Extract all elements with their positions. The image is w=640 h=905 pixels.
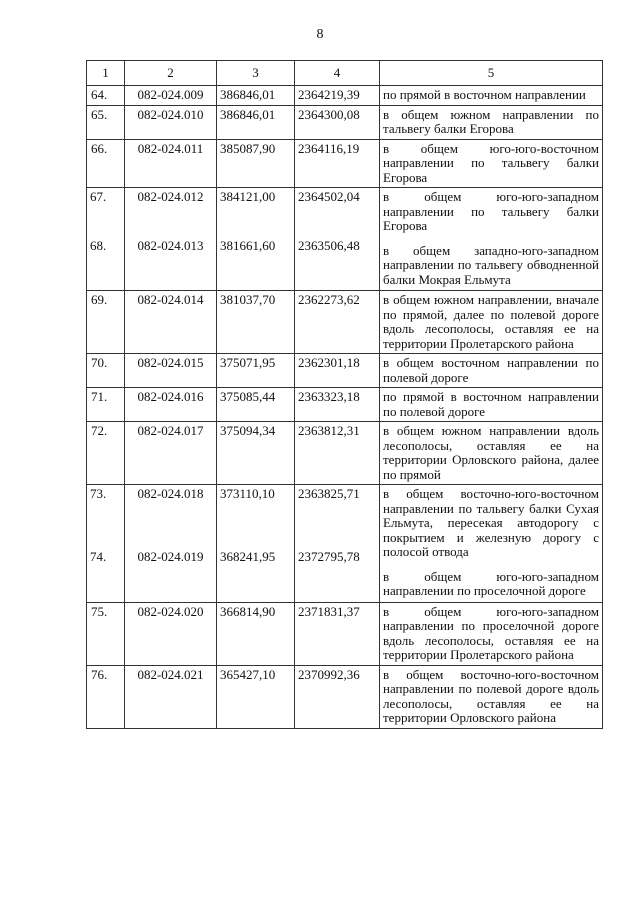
point-number: 68. <box>90 237 107 253</box>
point-number-cell <box>87 188 125 291</box>
coordinate-y: 2363506,48 <box>298 237 360 253</box>
coordinate-x: 386846,01 <box>217 86 295 106</box>
coordinate-y: 2363812,31 <box>295 422 380 485</box>
coordinate-x-cell <box>217 188 295 291</box>
boundary-description: в общем восточном направлении по полевой дороге <box>380 354 603 388</box>
point-number: 76. <box>87 665 125 728</box>
point-number-cell <box>87 485 125 603</box>
boundary-description-cell <box>380 188 603 291</box>
point-number: 71. <box>87 388 125 422</box>
boundary-description: в общем южном направлении по тальвегу балки Егорова <box>380 105 603 139</box>
boundary-description: в общем юго-юго-западном направлении по тальвегу балки Егорова <box>383 189 599 233</box>
point-number: 74. <box>90 548 107 564</box>
table-row <box>87 602 603 665</box>
table-row <box>87 86 603 106</box>
point-number: 73. <box>90 486 107 501</box>
boundary-description: в общем восточно-юго-восточном направлении по тальвегу балки Сухая Ельмута, пересекая автодорогу с покрытием и железную дорогу с полосой отвода <box>383 486 599 559</box>
boundary-description: в общем западно-юго-западном направлении по тальвегу обводненной балки Мокрая Ельмута <box>383 242 599 287</box>
point-code: 082-024.014 <box>125 291 217 354</box>
coordinate-y-cell <box>295 485 380 603</box>
coordinate-x: 381037,70 <box>217 291 295 354</box>
coordinate-x: 385087,90 <box>217 139 295 188</box>
boundary-description: в общем восточно-юго-восточном направлении по полевой дороге вдоль лесополосы, оставляя ее на территории Орловского района <box>380 665 603 728</box>
column-header: 3 <box>217 61 295 86</box>
coordinate-x: 373110,10 <box>220 486 275 501</box>
point-code: 082-024.021 <box>125 665 217 728</box>
point-number: 64. <box>87 86 125 106</box>
point-code: 082-024.018 <box>137 486 204 501</box>
boundary-description: в общем юго-юго-западном направлении по проселочной дороге вдоль лесополосы, оставляя ее на территории Пролетарского района <box>380 602 603 665</box>
coordinate-y: 2362273,62 <box>295 291 380 354</box>
table-row <box>87 354 603 388</box>
point-number: 65. <box>87 105 125 139</box>
coordinate-x: 368241,95 <box>220 548 276 564</box>
point-code: 082-024.019 <box>137 548 204 564</box>
table-row-merged <box>87 485 603 603</box>
point-code: 082-024.015 <box>125 354 217 388</box>
coordinate-x: 381661,60 <box>220 237 276 253</box>
coordinate-x: 375071,95 <box>217 354 295 388</box>
table-header-row <box>87 61 603 86</box>
column-header: 4 <box>295 61 380 86</box>
boundary-description: в общем южном направлении, вначале по прямой, далее по полевой дороге вдоль лесополосы, оставляя ее на территории Пролетарского района <box>380 291 603 354</box>
coordinate-x: 366814,90 <box>217 602 295 665</box>
point-code: 082-024.016 <box>125 388 217 422</box>
boundary-description: в общем южном направлении вдоль лесополосы, оставляя ее на территории Орловского района, далее по прямой <box>380 422 603 485</box>
column-header: 5 <box>380 61 603 86</box>
table-row <box>87 665 603 728</box>
point-code: 082-024.011 <box>125 139 217 188</box>
coordinate-y: 2364502,04 <box>298 189 360 204</box>
coordinate-y-cell <box>295 188 380 291</box>
point-code: 082-024.009 <box>125 86 217 106</box>
point-code: 082-024.012 <box>137 189 204 204</box>
coordinate-y: 2363825,71 <box>298 486 360 501</box>
coordinate-x: 375094,34 <box>217 422 295 485</box>
boundary-description-cell <box>380 485 603 603</box>
coordinate-y: 2363323,18 <box>295 388 380 422</box>
table-row <box>87 105 603 139</box>
coordinate-y: 2370992,36 <box>295 665 380 728</box>
point-code-cell <box>125 485 217 603</box>
boundary-description: в общем юго-юго-восточном направлении по тальвегу балки Егорова <box>380 139 603 188</box>
point-code-cell <box>125 188 217 291</box>
point-number: 70. <box>87 354 125 388</box>
coordinate-x: 386846,01 <box>217 105 295 139</box>
table-row <box>87 139 603 188</box>
coordinate-x-cell <box>217 485 295 603</box>
coordinate-y: 2364219,39 <box>295 86 380 106</box>
point-number: 72. <box>87 422 125 485</box>
coordinate-y: 2362301,18 <box>295 354 380 388</box>
boundary-description: по прямой в восточном направлении <box>380 86 603 106</box>
point-number: 66. <box>87 139 125 188</box>
column-header: 2 <box>125 61 217 86</box>
coordinate-y: 2364116,19 <box>295 139 380 188</box>
point-code: 082-024.013 <box>137 237 204 253</box>
coordinate-x: 375085,44 <box>217 388 295 422</box>
table-row <box>87 422 603 485</box>
coordinate-y: 2364300,08 <box>295 105 380 139</box>
page-number: 8 <box>316 27 324 42</box>
boundary-points-table <box>86 60 603 729</box>
point-number: 75. <box>87 602 125 665</box>
boundary-description: по прямой в восточном направлении по полевой дороге <box>380 388 603 422</box>
coordinate-x: 365427,10 <box>217 665 295 728</box>
table-row <box>87 388 603 422</box>
point-number: 67. <box>90 189 107 204</box>
coordinate-x: 384121,00 <box>220 189 276 204</box>
boundary-description: в общем юго-юго-западном направлении по проселочной дороге <box>383 568 599 598</box>
coordinate-y: 2372795,78 <box>298 548 360 564</box>
point-number: 69. <box>87 291 125 354</box>
column-header: 1 <box>87 61 125 86</box>
coordinate-y: 2371831,37 <box>295 602 380 665</box>
table-row-merged <box>87 188 603 291</box>
point-code: 082-024.017 <box>125 422 217 485</box>
table-row <box>87 291 603 354</box>
point-code: 082-024.020 <box>125 602 217 665</box>
point-code: 082-024.010 <box>125 105 217 139</box>
